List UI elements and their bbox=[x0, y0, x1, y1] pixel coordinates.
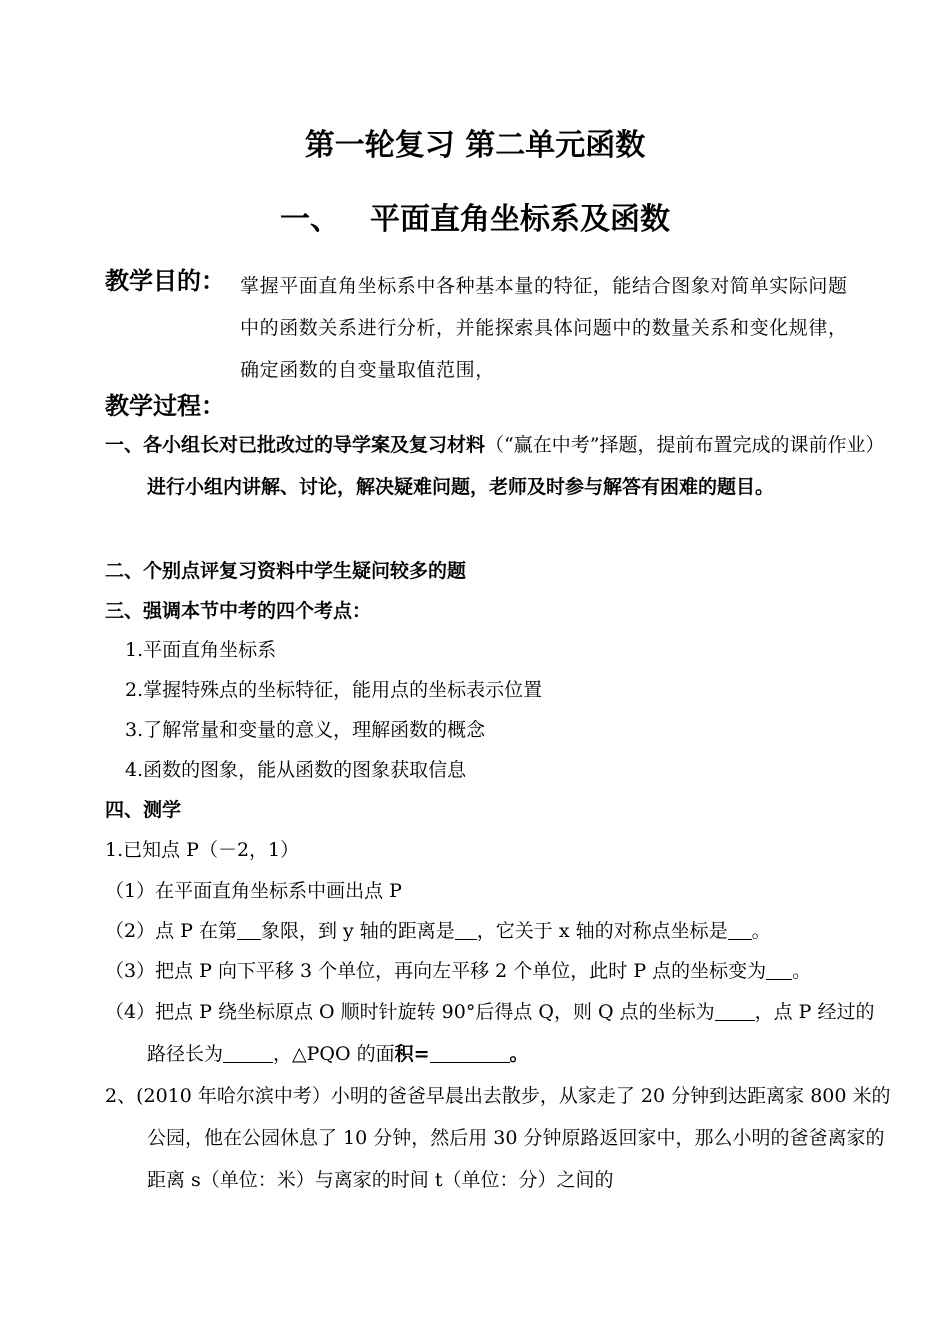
q1-2-text-a: （2）点 P 在第 bbox=[105, 920, 237, 942]
q1-4-text-b: ，点 P 经过的路径长为 bbox=[147, 1001, 875, 1065]
section-title bbox=[0, 200, 950, 240]
question-1-part-2 bbox=[105, 915, 771, 947]
q1-3-text-a: （3）把点 P 向下平移 3 个单位，再向左平移 2 个单位，此时 P 点的坐标变为 bbox=[105, 960, 767, 982]
point-1: 1.平面直角坐标系 bbox=[125, 639, 277, 661]
blank-distance[interactable] bbox=[455, 917, 477, 940]
blank-area[interactable] bbox=[430, 1040, 510, 1063]
step-1 bbox=[105, 424, 893, 508]
blank-symmetric-point[interactable] bbox=[728, 917, 752, 940]
blank-point-q[interactable] bbox=[715, 998, 755, 1021]
step-1-note: （“赢在中考”择题，提前布置完成的课前作业） bbox=[485, 434, 885, 456]
step-2: 二、个别点评复习资料中学生疑问较多的题 bbox=[105, 560, 467, 582]
point-3: 3.了解常量和变量的意义，理解函数的概念 bbox=[125, 719, 486, 741]
step-4: 四、测学 bbox=[105, 799, 182, 821]
section-title-text: 平面直角坐标系及函数 bbox=[370, 202, 670, 237]
q1-2-text-c: ，它关于 x 轴的对称点坐标是 bbox=[476, 920, 728, 942]
question-1-part-4 bbox=[105, 991, 893, 1075]
question-1-part-1: （1）在平面直角坐标系中画出点 P bbox=[105, 880, 402, 902]
q1-2-text-b: 象限，到 y 轴的距离是 bbox=[260, 920, 455, 942]
purpose-text: 掌握平面直角坐标系中各种基本量的特征，能结合图象对简单实际问题中的函数关系进行分析，并能探索具体问题中的数量关系和变化规律，确定函数的自变量取值范围， bbox=[240, 275, 848, 381]
q1-4-text-a: （4）把点 P 绕坐标原点 O 顺时针旋转 90°后得点 Q，则 Q 点的坐标为 bbox=[105, 1001, 715, 1023]
question-1-part-3 bbox=[105, 955, 811, 987]
blank-path-length[interactable] bbox=[223, 1040, 273, 1063]
document-title: 第一轮复习 第二单元函数 bbox=[304, 128, 646, 163]
q1-4-text-c: ，△PQO 的面 bbox=[273, 1043, 395, 1065]
process-label: 教学过程： bbox=[105, 392, 225, 420]
section-number: 一、 bbox=[280, 202, 340, 237]
question-2: 2、(2010 年哈尔滨中考）小明的爸爸早晨出去散步，从家走了 20 分钟到达距离家 800 米的公园，他在公园休息了 10 分钟，然后用 30 分钟原路返回家中，那么小明的爸爸离家的距离 s（单位：米）与离家的时间 t（单位：分）之间的 bbox=[105, 1085, 891, 1191]
point-2: 2.掌握特殊点的坐标特征，能用点的坐标表示位置 bbox=[125, 679, 543, 701]
q1-3-text-b: 。 bbox=[792, 960, 812, 982]
step-1-lead: 一、各小组长对已批改过的导学案及复习材料 bbox=[105, 434, 486, 456]
question-1-stem: 1.已知点 P（－2，1） bbox=[105, 839, 300, 861]
blank-translated-point[interactable] bbox=[766, 957, 792, 980]
step-1-tail: 进行小组内讲解、讨论，解决疑难问题，老师及时参与解答有困难的题目。 bbox=[147, 476, 775, 498]
blank-quadrant[interactable] bbox=[237, 917, 261, 940]
q1-4-text-e: 。 bbox=[509, 1043, 529, 1065]
purpose-label: 教学目的： bbox=[105, 267, 225, 295]
step-3: 三、强调本节中考的四个考点： bbox=[105, 600, 372, 622]
q1-4-text-d: 积= bbox=[394, 1043, 430, 1065]
point-4: 4.函数的图象，能从函数的图象获取信息 bbox=[125, 759, 467, 781]
q1-2-text-d: 。 bbox=[751, 920, 771, 942]
